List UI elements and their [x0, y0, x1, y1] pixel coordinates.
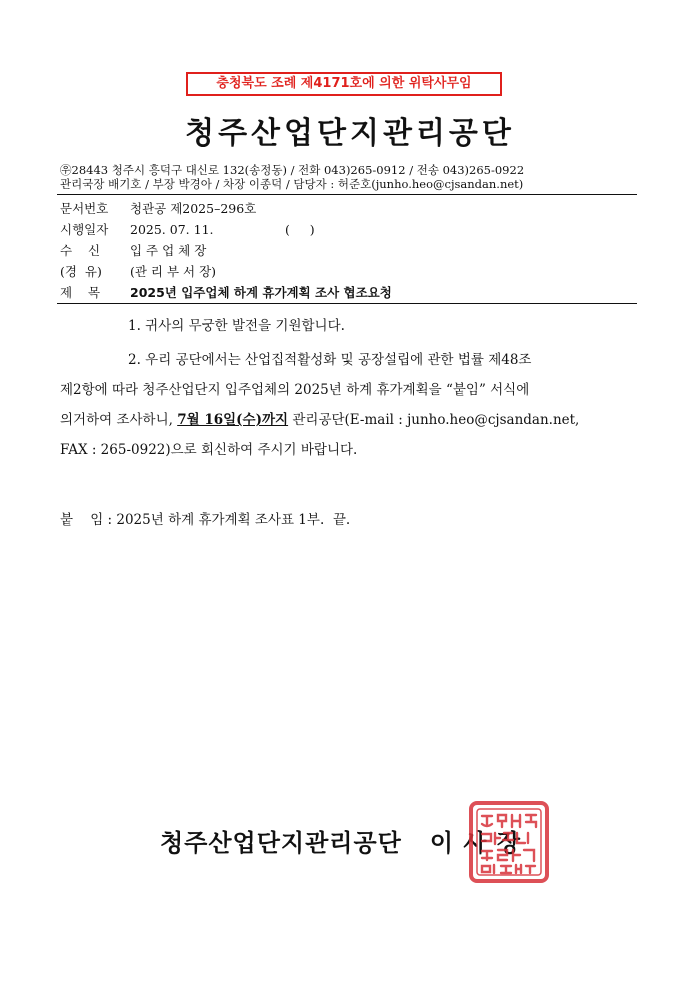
line-3-contact: 관리공단(E-mail : junho.heo@cjsandan.net,	[288, 412, 580, 428]
issue-date-row	[60, 221, 315, 239]
issue-date-value: 2025. 07. 11. ( )	[130, 222, 315, 237]
issue-date-label: 시행일자	[60, 222, 109, 237]
doc-number-row	[60, 200, 256, 218]
paragraph-2-line-3	[60, 410, 579, 430]
subject-label: 제 목	[60, 285, 101, 300]
doc-number-label: 문서번호	[60, 201, 109, 216]
line-3-lead: 의거하여 조사하니,	[60, 412, 178, 428]
recipient-row	[60, 242, 206, 260]
recipient-label: 수 신	[60, 243, 101, 258]
delegation-banner: 충청북도 조례 제4171호에 의한 위탁사무임	[186, 72, 502, 96]
attachment-line: 붙 임 : 2025년 하계 휴가계획 조사표 1부. 끝.	[60, 512, 351, 528]
paragraph-2-line-4: FAX : 265-0922)으로 회신하여 주시기 바랍니다.	[60, 442, 358, 458]
reply-deadline: 7월 16일(수)까지	[177, 412, 289, 428]
doc-number-value: 청관공 제2025–296호	[130, 201, 257, 216]
signature-line	[160, 823, 521, 858]
via-label: (경 유)	[60, 264, 102, 279]
subject-row	[60, 284, 392, 302]
staff-line: 관리국장 배기호 / 부장 박경아 / 차장 이종덕 / 담당자 : 허준호(junho.heo@cjsandan.net)	[60, 177, 524, 191]
signature-title: 이 사 장	[429, 829, 522, 857]
via-row	[60, 263, 216, 281]
subject-divider	[57, 303, 637, 304]
paragraph-1: 1. 귀사의 무궁한 발전을 기원합니다.	[128, 318, 345, 334]
signature-organization: 청주산업단지관리공단	[160, 829, 402, 857]
recipient-value: 입 주 업 체 장	[130, 243, 207, 258]
organization-title: 청주산업단지관리공단	[185, 116, 515, 151]
paragraph-2-line-2: 제2항에 따라 청주산업단지 입주업체의 2025년 하계 휴가계획을 “붙임” 서식에	[60, 382, 530, 398]
address-line: ㉾28443 청주시 흥덕구 대신로 132(송정동) / 전화 043)265-0912 / 전송 043)265-0922	[60, 163, 525, 177]
subject-value: 2025년 입주업체 하계 휴가계획 조사 협조요청	[130, 285, 392, 300]
header-divider	[57, 194, 637, 195]
paragraph-2-line-1: 2. 우리 공단에서는 산업집적활성화 및 공장설립에 관한 법률 제48조	[128, 352, 532, 368]
via-value: (관 리 부 서 장)	[130, 264, 217, 279]
official-seal-stamp	[468, 800, 550, 884]
